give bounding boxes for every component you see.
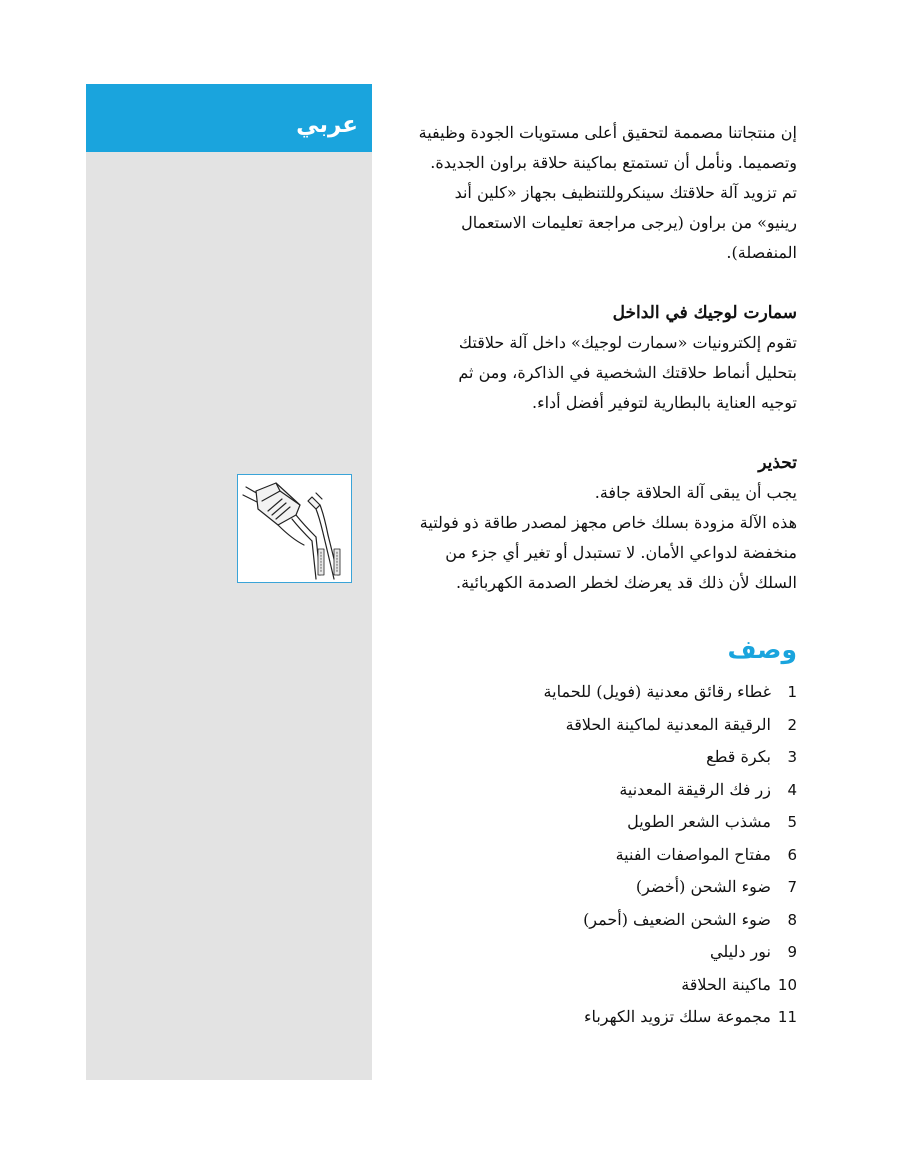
item-text: مجموعة سلك تزويد الكهرباء xyxy=(583,1007,771,1026)
intro-line: إن منتجاتنا مصممة لتحقيق أعلى مستويات الجودة وظيفية xyxy=(418,123,797,142)
item-text: بكرة قطع xyxy=(706,747,771,766)
list-item xyxy=(402,774,797,807)
warning-line: يجب أن يبقى آلة الحلاقة جافة. xyxy=(594,483,797,502)
list-item xyxy=(402,676,797,709)
smart-logic-section xyxy=(402,298,797,418)
smart-logic-line: بتحليل أنماط حلاقتك الشخصية في الذاكرة، ومن ثم xyxy=(458,363,797,382)
language-label: عربي xyxy=(296,112,358,138)
list-item xyxy=(402,871,797,904)
smart-logic-line: توجيه العناية بالبطارية لتوفير أفضل أداء. xyxy=(532,393,797,412)
item-number: 7 xyxy=(787,878,797,896)
item-number: 10 xyxy=(777,975,797,994)
warning-line: السلك لأن ذلك قد يعرضك لخطر الصدمة الكهربائية. xyxy=(456,573,797,592)
item-text: ضوء الشحن (أخضر) xyxy=(635,877,771,896)
description-section xyxy=(402,632,797,1034)
item-text: الرقيقة المعدنية لماكينة الحلاقة xyxy=(565,714,771,734)
main-content xyxy=(402,118,797,1034)
item-number: 3 xyxy=(787,748,797,766)
item-number: 6 xyxy=(787,845,797,864)
item-text: ضوء الشحن الضعيف (أحمر) xyxy=(583,909,771,929)
item-text: زر فك الرقيقة المعدنية xyxy=(619,779,771,799)
description-list xyxy=(402,676,797,1034)
list-item xyxy=(402,904,797,937)
intro-line: رينيو» من براون (يرجى مراجعة تعليمات الاستعمال xyxy=(461,213,797,232)
list-item xyxy=(402,936,797,969)
power-cord-plug-icon xyxy=(238,475,351,582)
language-header xyxy=(86,84,372,152)
list-item xyxy=(402,1001,797,1034)
item-number: 4 xyxy=(787,780,797,799)
item-text: مفتاح المواصفات الفنية xyxy=(615,844,771,864)
intro-section xyxy=(402,118,797,268)
side-panel xyxy=(86,84,372,1080)
list-item xyxy=(402,709,797,742)
list-item xyxy=(402,741,797,774)
item-number: 8 xyxy=(787,910,797,929)
warning-line: هذه الآلة مزودة بسلك خاص مجهز لمصدر طاقة ذو فولتية xyxy=(419,513,797,532)
list-item xyxy=(402,969,797,1002)
list-item xyxy=(402,839,797,872)
item-number: 2 xyxy=(787,715,797,734)
warning-line: منخفضة لدواعي الأمان. لا تستبدل أو تغير أي جزء من xyxy=(445,543,797,562)
warning-heading: تحذير xyxy=(758,453,797,473)
item-number: 11 xyxy=(777,1008,797,1026)
warning-section xyxy=(402,448,797,598)
item-number: 5 xyxy=(787,813,797,831)
item-text: مشذب الشعر الطويل xyxy=(627,812,771,831)
intro-line: تم تزويد آلة حلاقتك سينكروللتنظيف بجهاز «كلين أند xyxy=(454,183,797,202)
item-number: 9 xyxy=(787,943,797,961)
item-text: نور دليلي xyxy=(710,942,771,961)
power-cord-figure xyxy=(237,474,352,583)
intro-line: المنفصلة). xyxy=(726,243,797,262)
smart-logic-heading: سمارت لوجيك في الداخل xyxy=(612,303,797,323)
item-number: 1 xyxy=(787,683,797,701)
smart-logic-line: تقوم إلكترونيات «سمارت لوجيك» داخل آلة حلاقتك xyxy=(458,333,797,352)
item-text: ماكينة الحلاقة xyxy=(681,974,771,994)
description-heading: وصف xyxy=(727,635,797,664)
item-text: غطاء رقائق معدنية (فويل) للحماية xyxy=(543,682,771,701)
list-item xyxy=(402,806,797,839)
intro-line: وتصميما. ونأمل أن تستمتع بماكينة حلاقة براون الجديدة. xyxy=(430,153,797,172)
